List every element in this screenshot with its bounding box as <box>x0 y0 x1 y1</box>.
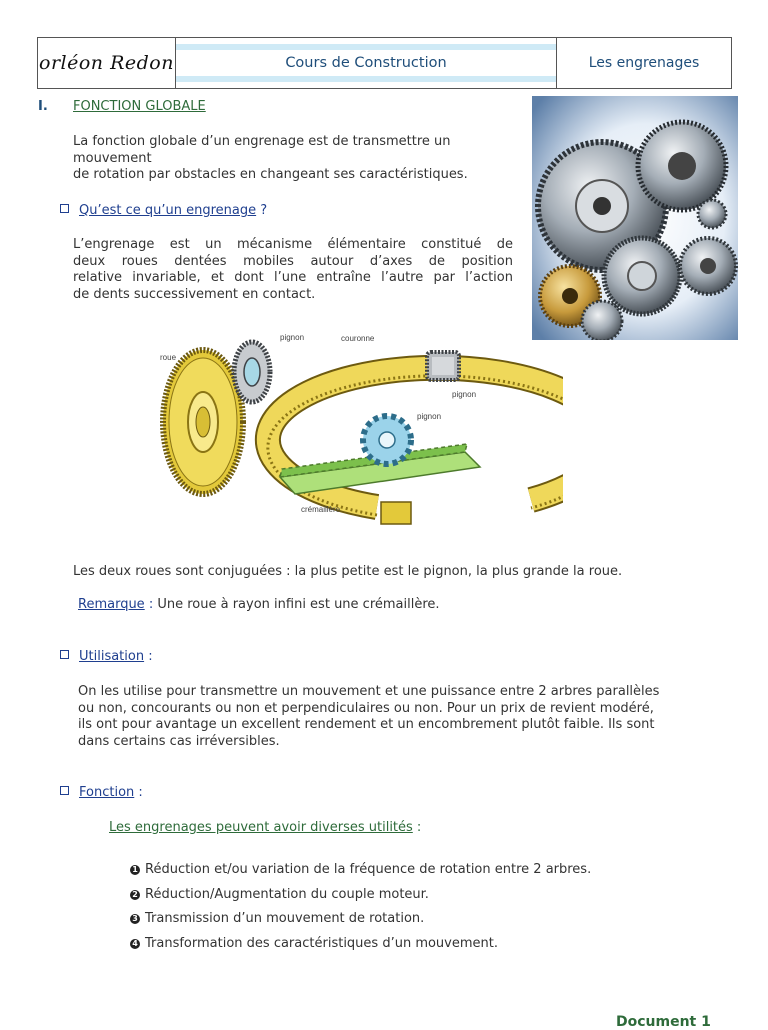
remark-text: Une roue à rayon infini est une crémaillère. <box>157 597 440 612</box>
school-logo: orléon Redon <box>38 38 176 88</box>
intro-paragraph: La fonction globale d’un engrenage est de transmettre un mouvement de rotation par obstacles en changeant ses caractéristiques. <box>73 134 468 182</box>
utilisation-heading: Utilisation : <box>60 649 153 664</box>
page-header <box>37 37 732 89</box>
label-cremaillere: crémaillère <box>301 505 341 514</box>
couronne-ring <box>268 368 563 524</box>
remark-line: Remarque : Une roue à rayon infini est une crémaillère. <box>78 597 440 612</box>
list-item: 4 Transformation des caractéristiques d’un mouvement. <box>130 936 498 951</box>
list-item: 2 Réduction/Augmentation du couple moteur. <box>130 887 429 902</box>
label-couronne: couronne <box>341 334 375 343</box>
section-title: FONCTION GLOBALE <box>73 99 206 114</box>
number-1-icon: 1 <box>130 865 140 875</box>
remark-label: Remarque <box>78 597 145 612</box>
list-item: 3 Transmission d’un mouvement de rotation. <box>130 911 424 926</box>
course-title: Cours de Construction <box>285 55 447 71</box>
pignon-rack-gear <box>363 416 411 464</box>
label-pignon-ring: pignon <box>452 390 477 399</box>
checkbox-bullet-icon <box>60 786 69 795</box>
section-number: I. <box>38 99 48 114</box>
label-pignon: pignon <box>280 333 305 342</box>
number-2-icon: 2 <box>130 890 140 900</box>
checkbox-bullet-icon <box>60 204 69 213</box>
subject-title: Les engrenages <box>588 55 700 71</box>
fonction-heading: Fonction : <box>60 785 143 800</box>
definition-paragraph: L’engrenage est un mécanisme élémentaire constitué de deux roues dentées mobiles autour d’axes de position relative invariable, et dont l’une entraîne l’autre par l’action de dents successivement en contact. <box>73 237 513 302</box>
number-3-icon: 3 <box>130 914 140 924</box>
number-4-icon: 4 <box>130 939 140 949</box>
utilisation-paragraph: On les utilise pour transmettre un mouvement et une puissance entre 2 arbres parallèles ou non, concourants ou non et perpendiculaires ou non. Pour un prix de revient modéré, ils ont pour avantage un excellent rendement et un encombrement plutôt faible. Ils sont dans certains cas irréversibles. <box>78 684 660 749</box>
fonction-subtitle: Les engrenages peuvent avoir diverses utilités : <box>109 820 422 835</box>
roue-wheel <box>163 350 243 494</box>
gears-photo <box>532 96 738 340</box>
question-what-is-gear: Qu’est ce qu’un engrenage ? <box>60 203 267 218</box>
label-pignon-rack: pignon <box>417 412 442 421</box>
document-label: Document 1 <box>616 1014 711 1030</box>
pignon-top-gear <box>427 352 459 380</box>
label-roue: roue <box>160 353 177 362</box>
checkbox-bullet-icon <box>60 650 69 659</box>
course-title-box <box>176 38 557 88</box>
conjugees-text: Les deux roues sont conjuguées : la plus petite est le pignon, la plus grande la roue. <box>73 564 623 579</box>
pignon-gear <box>234 342 270 402</box>
gear-types-diagram <box>155 322 563 542</box>
list-item: 1 Réduction et/ou variation de la fréquence de rotation entre 2 arbres. <box>130 862 591 877</box>
